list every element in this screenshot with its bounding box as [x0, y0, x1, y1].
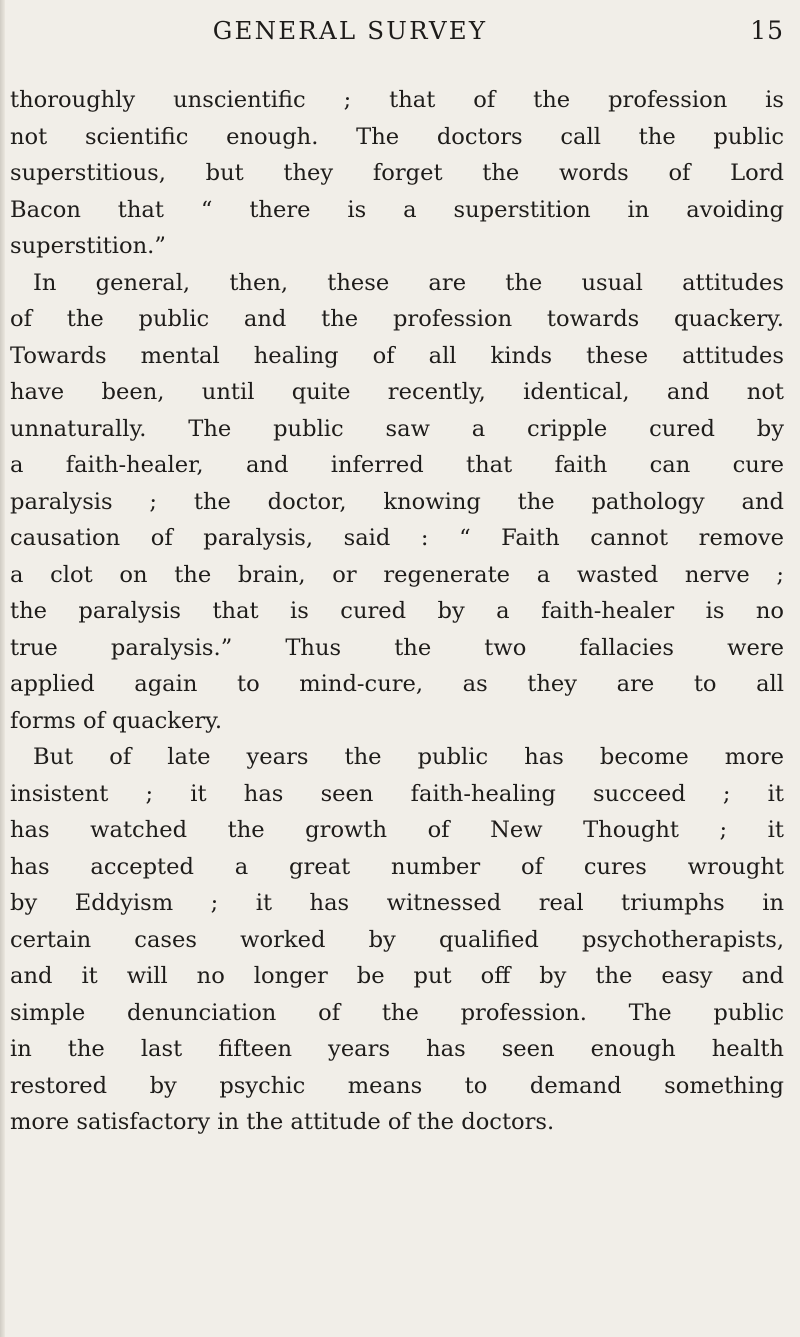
text-line: forms of quackery.	[10, 707, 223, 734]
text-line: and it will no longer be put off by the easy and	[10, 963, 784, 989]
text-line: not scientific enough. The doctors call the public	[10, 123, 784, 150]
text-line: the paralysis that is cured by a faith-healer is no	[10, 598, 784, 624]
text-line: certain cases worked by qualified psychotherapists,	[10, 926, 784, 953]
text-line: paralysis ; the doctor, knowing the pathology and	[10, 488, 784, 515]
text-line: Bacon that “ there is a superstition in avoiding	[10, 196, 784, 223]
text-line: true paralysis.” Thus the two fallacies were	[10, 634, 784, 661]
text-line: But of late years the public has become more	[33, 744, 784, 770]
text-line: has accepted a great number of cures wrought	[10, 853, 784, 880]
text-line: of the public and the profession towards quackery.	[10, 306, 784, 332]
text-line: unnaturally. The public saw a cripple cured by	[10, 415, 784, 442]
text-line: a faith-healer, and inferred that faith can cure	[10, 452, 784, 478]
book-spine-edge	[0, 0, 5, 1337]
body-text	[10, 82, 784, 1141]
text-line: thoroughly unscientific ; that of the profession is	[10, 87, 784, 113]
text-line: by Eddyism ; it has witnessed real triumphs in	[10, 890, 784, 916]
text-line: causation of paralysis, said : “ Faith cannot remove	[10, 525, 784, 551]
page-number: 15	[750, 16, 784, 45]
text-line: has watched the growth of New Thought ; it	[10, 817, 784, 843]
text-line: applied again to mind-cure, as they are to all	[10, 671, 784, 697]
text-line: restored by psychic means to demand something	[10, 1072, 784, 1099]
text-line: superstition.”	[10, 233, 166, 259]
text-line: superstitious, but they forget the words of Lord	[10, 160, 784, 186]
text-line: a clot on the brain, or regenerate a wasted nerve ;	[10, 561, 784, 588]
text-line: more satisfactory in the attitude of the doctors.	[10, 1109, 555, 1135]
text-line: Towards mental healing of all kinds these attitudes	[10, 342, 784, 369]
text-line: in the last fifteen years has seen enough health	[10, 1036, 784, 1062]
text-line: simple denunciation of the profession. The public	[10, 999, 784, 1026]
text-line: insistent ; it has seen faith-healing succeed ; it	[10, 780, 784, 807]
running-title: GENERAL SURVEY	[212, 16, 488, 45]
text-line: In general, then, these are the usual attitudes	[33, 269, 784, 296]
text-line: have been, until quite recently, identical, and not	[10, 379, 784, 405]
page-header	[8, 14, 784, 54]
